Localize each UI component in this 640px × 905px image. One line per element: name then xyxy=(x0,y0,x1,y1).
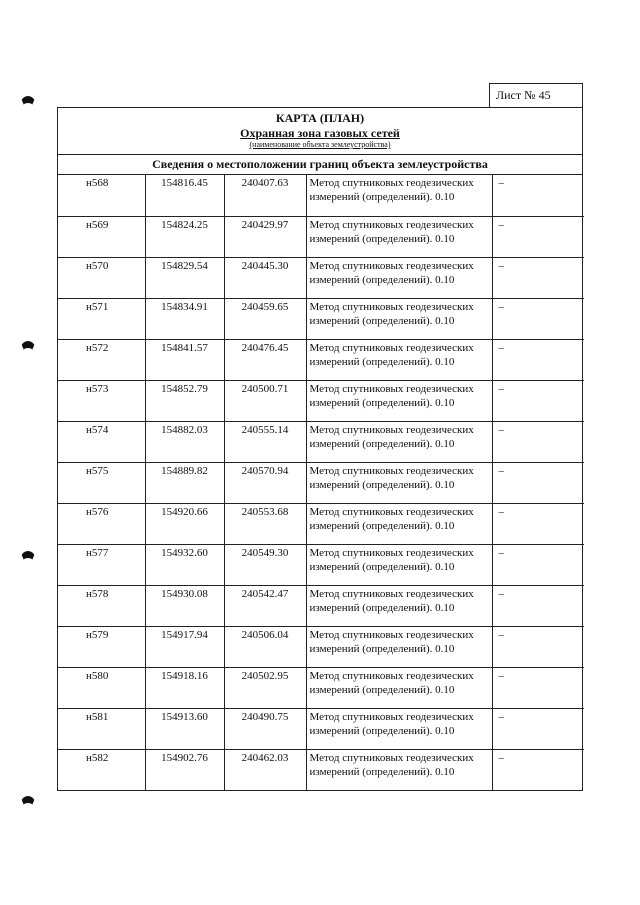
x-coordinate-cell: 154932.60 xyxy=(145,544,224,585)
table-row xyxy=(58,667,584,708)
x-coordinate-cell: 154920.66 xyxy=(145,503,224,544)
x-coordinate-cell: 154889.82 xyxy=(145,462,224,503)
point-id-cell: н577 xyxy=(58,544,145,585)
y-coordinate-cell: 240407.63 xyxy=(224,175,306,216)
accuracy-method-cell: Метод спутниковых геодезических измерений (определений). 0.10 xyxy=(306,708,492,749)
note-cell: – xyxy=(492,626,584,667)
x-coordinate-cell: 154816.45 xyxy=(145,175,224,216)
point-id-cell: н568 xyxy=(58,175,145,216)
point-id-cell: н572 xyxy=(58,339,145,380)
accuracy-method-cell: Метод спутниковых геодезических измерений (определений). 0.10 xyxy=(306,421,492,462)
title-block xyxy=(58,108,582,155)
x-coordinate-cell: 154913.60 xyxy=(145,708,224,749)
table-row xyxy=(58,175,584,216)
note-cell: – xyxy=(492,421,584,462)
document-title: КАРТА (ПЛАН) xyxy=(275,111,365,125)
y-coordinate-cell: 240570.94 xyxy=(224,462,306,503)
table-row xyxy=(58,585,584,626)
punch-hole-mark xyxy=(20,796,36,806)
note-cell: – xyxy=(492,298,584,339)
note-cell: – xyxy=(492,380,584,421)
object-name: Охранная зона газовых сетей xyxy=(240,126,400,140)
accuracy-method-cell: Метод спутниковых геодезических измерений (определений). 0.10 xyxy=(306,626,492,667)
coordinates-table xyxy=(58,175,584,790)
sheet-number: Лист № 45 xyxy=(489,83,583,107)
x-coordinate-cell: 154930.08 xyxy=(145,585,224,626)
note-cell: – xyxy=(492,667,584,708)
accuracy-method-cell: Метод спутниковых геодезических измерений (определений). 0.10 xyxy=(306,339,492,380)
table-row xyxy=(58,257,584,298)
y-coordinate-cell: 240500.71 xyxy=(224,380,306,421)
point-id-cell: н578 xyxy=(58,585,145,626)
table-row xyxy=(58,708,584,749)
point-id-cell: н582 xyxy=(58,749,145,790)
x-coordinate-cell: 154902.76 xyxy=(145,749,224,790)
point-id-cell: н574 xyxy=(58,421,145,462)
x-coordinate-cell: 154834.91 xyxy=(145,298,224,339)
accuracy-method-cell: Метод спутниковых геодезических измерений (определений). 0.10 xyxy=(306,585,492,626)
accuracy-method-cell: Метод спутниковых геодезических измерений (определений). 0.10 xyxy=(306,749,492,790)
point-id-cell: н571 xyxy=(58,298,145,339)
accuracy-method-cell: Метод спутниковых геодезических измерений (определений). 0.10 xyxy=(306,216,492,257)
table-row xyxy=(58,503,584,544)
accuracy-method-cell: Метод спутниковых геодезических измерений (определений). 0.10 xyxy=(306,503,492,544)
section-title: Сведения о местоположении границ объекта землеустройства xyxy=(58,155,582,175)
boundary-document xyxy=(57,107,583,791)
table-row xyxy=(58,380,584,421)
x-coordinate-cell: 154852.79 xyxy=(145,380,224,421)
y-coordinate-cell: 240459.65 xyxy=(224,298,306,339)
table-row xyxy=(58,216,584,257)
point-id-cell: н580 xyxy=(58,667,145,708)
table-row xyxy=(58,298,584,339)
y-coordinate-cell: 240476.45 xyxy=(224,339,306,380)
point-id-cell: н579 xyxy=(58,626,145,667)
point-id-cell: н573 xyxy=(58,380,145,421)
table-row xyxy=(58,421,584,462)
object-name-caption: (наименование объекта землеустройства) xyxy=(249,140,391,149)
note-cell: – xyxy=(492,339,584,380)
table-row xyxy=(58,462,584,503)
accuracy-method-cell: Метод спутниковых геодезических измерений (определений). 0.10 xyxy=(306,667,492,708)
point-id-cell: н576 xyxy=(58,503,145,544)
table-row xyxy=(58,544,584,585)
x-coordinate-cell: 154824.25 xyxy=(145,216,224,257)
y-coordinate-cell: 240462.03 xyxy=(224,749,306,790)
punch-hole-mark xyxy=(20,341,36,351)
x-coordinate-cell: 154841.57 xyxy=(145,339,224,380)
x-coordinate-cell: 154829.54 xyxy=(145,257,224,298)
punch-hole-mark xyxy=(20,551,36,561)
x-coordinate-cell: 154918.16 xyxy=(145,667,224,708)
accuracy-method-cell: Метод спутниковых геодезических измерений (определений). 0.10 xyxy=(306,257,492,298)
y-coordinate-cell: 240445.30 xyxy=(224,257,306,298)
note-cell: – xyxy=(492,175,584,216)
y-coordinate-cell: 240490.75 xyxy=(224,708,306,749)
y-coordinate-cell: 240429.97 xyxy=(224,216,306,257)
coordinates-table-body xyxy=(58,175,584,790)
note-cell: – xyxy=(498,751,504,764)
note-cell: – xyxy=(492,216,584,257)
accuracy-method-cell: Метод спутниковых геодезических измерений (определений). 0.10 xyxy=(306,544,492,585)
punch-hole-mark xyxy=(20,96,36,106)
y-coordinate-cell: 240549.30 xyxy=(224,544,306,585)
y-coordinate-cell: 240555.14 xyxy=(224,421,306,462)
point-id-cell: н570 xyxy=(58,257,145,298)
accuracy-method-cell: Метод спутниковых геодезических измерений (определений). 0.10 xyxy=(306,462,492,503)
note-cell: – xyxy=(492,585,584,626)
accuracy-method-cell: Метод спутниковых геодезических измерений (определений). 0.10 xyxy=(306,380,492,421)
point-id-cell: н575 xyxy=(58,462,145,503)
y-coordinate-cell: 240542.47 xyxy=(224,585,306,626)
y-coordinate-cell: 240506.04 xyxy=(224,626,306,667)
point-id-cell: н569 xyxy=(58,216,145,257)
note-cell: – xyxy=(492,503,584,544)
table-row xyxy=(58,749,584,790)
accuracy-method-cell: Метод спутниковых геодезических измерений (определений). 0.10 xyxy=(306,175,492,216)
note-cell: – xyxy=(492,257,584,298)
note-cell: – xyxy=(492,544,584,585)
y-coordinate-cell: 240553.68 xyxy=(224,503,306,544)
table-row xyxy=(58,626,584,667)
y-coordinate-cell: 240502.95 xyxy=(224,667,306,708)
note-cell: – xyxy=(492,462,584,503)
x-coordinate-cell: 154917.94 xyxy=(145,626,224,667)
point-id-cell: н581 xyxy=(58,708,145,749)
table-row xyxy=(58,339,584,380)
note-cell: – xyxy=(492,708,584,749)
x-coordinate-cell: 154882.03 xyxy=(145,421,224,462)
accuracy-method-cell: Метод спутниковых геодезических измерений (определений). 0.10 xyxy=(306,298,492,339)
